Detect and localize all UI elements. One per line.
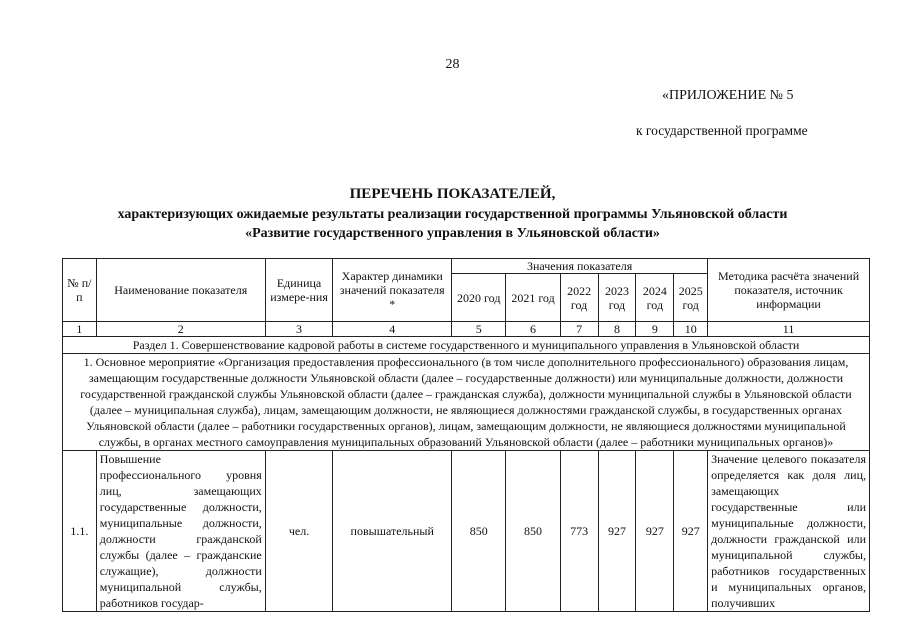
document-title-line-3: «Развитие государственного управления в Ульяновской области» (245, 226, 660, 241)
header-unit: Единица измере-ния (265, 259, 333, 322)
row-value: 927 (674, 451, 708, 612)
row-value: 773 (560, 451, 598, 612)
table-header-row (63, 259, 870, 274)
header-year: 2022 год (560, 274, 598, 322)
section-title: Раздел 1. Совершенствование кадровой работы в системе государственного и муниципального управления в Ульяновской области (63, 337, 870, 354)
row-method: Значение целевого показателя определяется как доля лиц, замещающих государственные или муниципальные должности, должности гражданской или муниципальной службы, работников государственных и муниципальных органов, получивших (708, 451, 870, 612)
column-number: 5 (452, 322, 506, 337)
row-value: 927 (636, 451, 674, 612)
row-unit: чел. (265, 451, 333, 612)
header-year: 2023 год (598, 274, 636, 322)
document-title-line-2: характеризующих ожидаемые результаты реализации государственной программы Ульяновской области (117, 207, 788, 222)
row-value: 850 (506, 451, 560, 612)
header-name: Наименование показателя (96, 259, 265, 322)
header-year: 2020 год (452, 274, 506, 322)
column-number: 3 (265, 322, 333, 337)
page-number: 28 (445, 57, 460, 72)
appendix-title: «ПРИЛОЖЕНИЕ № 5 (662, 88, 794, 103)
column-number: 11 (708, 322, 870, 337)
document-title: ПЕРЕЧЕНЬ ПОКАЗАТЕЛЕЙ, (349, 186, 556, 202)
header-year: 2021 год (506, 274, 560, 322)
column-number: 4 (333, 322, 452, 337)
column-number: 2 (96, 322, 265, 337)
row-num: 1.1. (63, 451, 97, 612)
column-number: 7 (560, 322, 598, 337)
section-row (63, 337, 870, 354)
header-year: 2024 год (636, 274, 674, 322)
appendix-subtitle: к государственной программе (636, 123, 808, 138)
table-row (63, 451, 870, 612)
header-character: Характер динамики значений показателя * (333, 259, 452, 322)
column-numbers-row (63, 322, 870, 337)
main-event-text: 1. Основное мероприятие «Организация предоставления профессионального (в том числе дополнительного профессионального) образования лицам, замещающим государственные должности Ульяновской области (далее – государственные должности) или муниципальные должности, должности государственной гражданской службы Ульяновской области (далее – гражданская служба), должности муниципальной службы в Ульяновской области (далее – муниципальная служба), лицам, замещающим должности, не являющиеся должностями гражданской службы, в государственных органах Ульяновской области (далее – работники государственных органов), лицам, замещающим должности, не являющиеся должностями муниципальной службы, в органах местного самоуправления муниципальных образований Ульяновской области (далее – работники муниципальных органов)» (63, 354, 870, 451)
column-number: 10 (674, 322, 708, 337)
header-year: 2025 год (674, 274, 708, 322)
main-event-row (63, 354, 870, 451)
header-method: Методика расчёта значений показателя, источник информации (708, 259, 870, 322)
column-number: 9 (636, 322, 674, 337)
row-value: 850 (452, 451, 506, 612)
header-num: № п/п (63, 259, 97, 322)
row-character: повышательный (333, 451, 452, 612)
row-indicator-name: Повышение профессионального уровня лиц, замещающих государственные должности, муниципальные должности, должности гражданской службы (далее – гражданские служащие), должности муниципальной службы, работников государ- (96, 451, 265, 612)
column-number: 8 (598, 322, 636, 337)
column-number: 6 (506, 322, 560, 337)
row-value: 927 (598, 451, 636, 612)
column-number: 1 (63, 322, 97, 337)
indicators-table (62, 258, 870, 612)
header-values-group: Значения показателя (452, 259, 708, 274)
